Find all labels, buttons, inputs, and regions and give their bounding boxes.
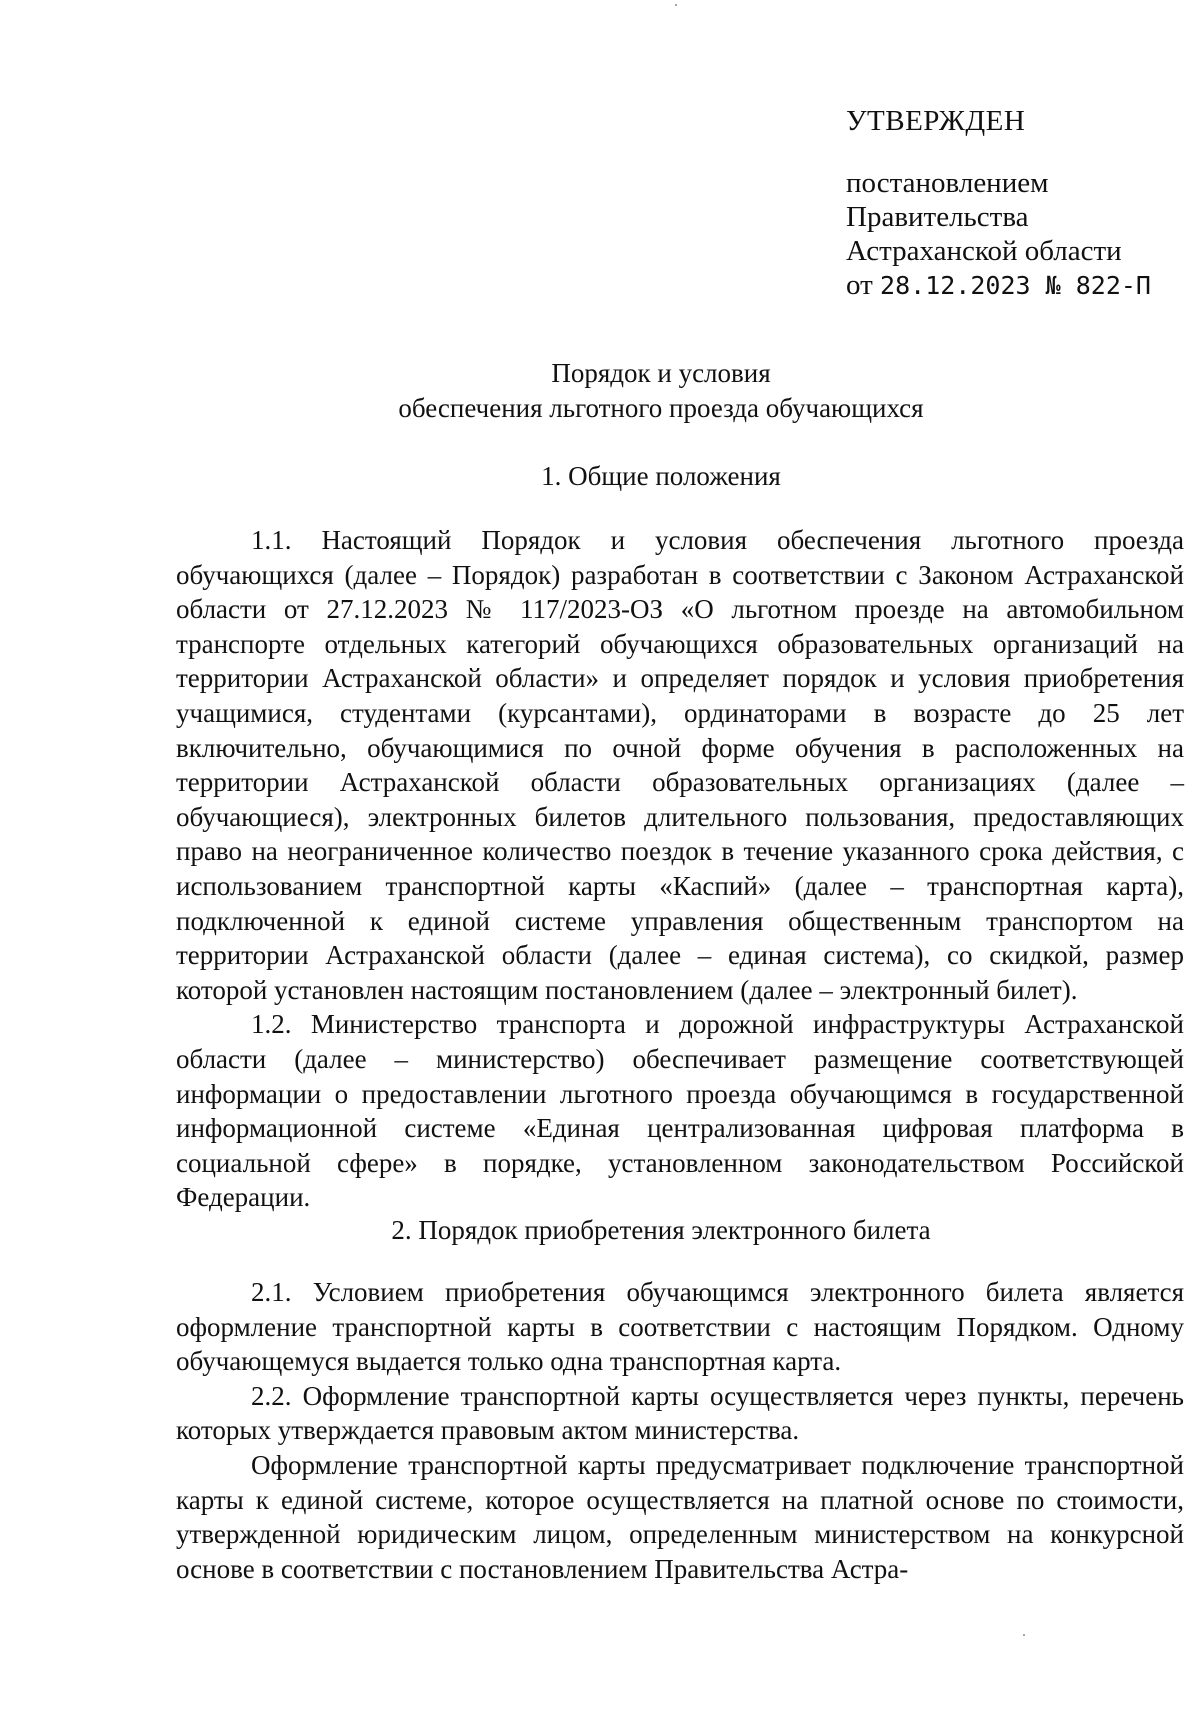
document-title-line: обеспечения льготного проезда обучающихся xyxy=(398,393,924,423)
paragraph: Оформление транспортной карты предусматривает подключение транспортной карты к единой системе, которое осуществляется на платной основе по стоимости, утвержденной юридическим лицом, определенным министерством на конкурсной основе в соответствии с постановлением Правительства Астра- xyxy=(176,1449,1184,1584)
section-body xyxy=(176,1275,1184,1586)
approval-stamp: УТВЕРЖДЕН xyxy=(846,105,1026,137)
document-title-line: Порядок и условия xyxy=(551,358,771,388)
scan-speck xyxy=(675,4,677,6)
approval-line: постановлением xyxy=(846,167,1049,199)
document-title xyxy=(0,356,1200,426)
section-heading: 2. Порядок приобретения электронного билета xyxy=(391,1215,931,1245)
paragraph: 1.1. Настоящий Порядок и условия обеспечения льготного проезда обучающихся (далее – Порядок) разработан в соответствии с Законом Астраханской области от 27.12.2023 № 117/2023-ОЗ «О льготном проезде на автомобильном транспорте отдельных категорий обучающихся образовательных организаций на территории Астраханской области» и определяет порядок и условия приобретения учащимися, студентами (курсантами), ординаторами в возрасте до 25 лет включительно, обучающимися по очной форме обучения в расположенных на территории Астраханской области образовательных организациях (далее – обучающиеся), электронных билетов длительного пользования, предоставляющих право на неограниченное количество поездок в течение указанного срока действия, с использованием транспортной карты «Каспий» (далее – транспортная карта), подключенной к единой системе управления общественным транспортом на территории Астраханской области (далее – единая система), со скидкой, размер которой установлен настоящим постановлением (далее – электронный билет). xyxy=(176,525,1184,1005)
section-heading: 1. Общие положения xyxy=(541,461,781,491)
scan-speck xyxy=(1023,1634,1025,1636)
paragraph: 1.2. Министерство транспорта и дорожной инфраструктуры Астраханской области (далее – министерство) обеспечивает размещение соответствующей информации о предоставлении льготного проезда обучающимся в государственной информационной системе «Единая централизованная цифровая платформа в социальной сфере» в порядке, установленном законодательством Российской Федерации. xyxy=(176,1009,1184,1213)
paragraph: 2.1. Условием приобретения обучающимся электронного билета является оформление транспортной карты в соответствии с настоящим Порядком. Одному обучающемуся выдается только одна транспортная карта. xyxy=(176,1277,1184,1377)
approval-date-prefix: от xyxy=(846,269,873,301)
approval-date-line xyxy=(846,268,1166,303)
approval-line: Правительства xyxy=(846,201,1029,233)
section-body xyxy=(176,523,1184,1215)
approval-block xyxy=(846,104,1166,303)
paragraph: 2.2. Оформление транспортной карты осуществляется через пункты, перечень которых утверждается правовым актом министерства. xyxy=(176,1380,1184,1446)
approval-line: Астраханской области xyxy=(846,235,1122,267)
approval-date-number: 28.12.2023 № 822-П xyxy=(880,271,1151,300)
